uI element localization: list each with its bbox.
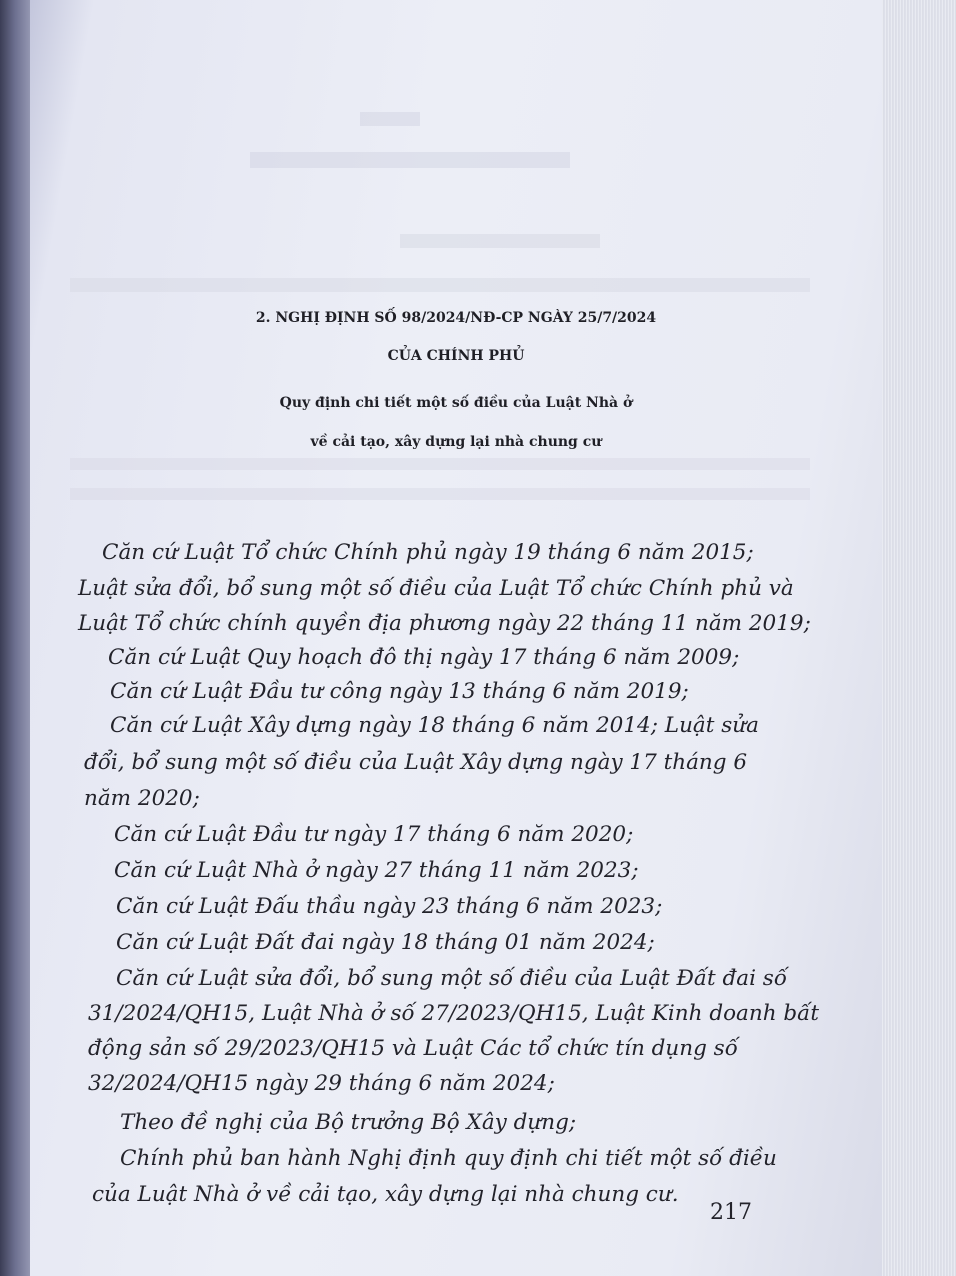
show-through-text (70, 278, 810, 292)
body-line: Theo đề nghị của Bộ trưởng Bộ Xây dựng; (120, 1110, 577, 1135)
body-line: 32/2024/QH15 ngày 29 tháng 6 năm 2024; (88, 1071, 555, 1096)
decree-subtitle-line-1: Quy định chi tiết một số điều của Luật Nhà ở (279, 395, 633, 411)
body-line: Căn cứ Luật Quy hoạch đô thị ngày 17 tháng 6 năm 2009; (108, 645, 740, 670)
show-through-text (400, 234, 600, 248)
body-line: Căn cứ Luật Tổ chức Chính phủ ngày 19 tháng 6 năm 2015; (102, 540, 754, 565)
body-line: Luật Tổ chức chính quyền địa phương ngày 22 tháng 11 năm 2019; (78, 611, 811, 636)
body-line: Căn cứ Luật Xây dựng ngày 18 tháng 6 năm 2014; Luật sửa (110, 713, 759, 738)
body-line: của Luật Nhà ở về cải tạo, xây dựng lại nhà chung cư. (92, 1182, 679, 1207)
book-page (30, 0, 882, 1276)
body-line: Luật sửa đổi, bổ sung một số điều của Luật Tổ chức Chính phủ và (78, 576, 794, 601)
body-line: 31/2024/QH15, Luật Nhà ở số 27/2023/QH15, Luật Kinh doanh bất (88, 1001, 819, 1026)
show-through-text (360, 112, 420, 126)
body-line: năm 2020; (84, 786, 200, 811)
show-through-text (250, 152, 570, 168)
body-line: Căn cứ Luật Đấu thầu ngày 23 tháng 6 năm 2023; (116, 894, 663, 919)
decree-subtitle-line-2: về cải tạo, xây dựng lại nhà chung cư (310, 434, 602, 450)
body-line: Chính phủ ban hành Nghị định quy định chi tiết một số điều (120, 1146, 777, 1171)
body-line: Căn cứ Luật Đầu tư ngày 17 tháng 6 năm 2020; (114, 822, 634, 847)
body-line: động sản số 29/2023/QH15 và Luật Các tổ chức tín dụng số (88, 1036, 738, 1061)
show-through-text (70, 458, 810, 470)
show-through-text (70, 488, 810, 500)
body-line: Căn cứ Luật sửa đổi, bổ sung một số điều của Luật Đất đai số (116, 966, 787, 991)
body-line: Căn cứ Luật Đầu tư công ngày 13 tháng 6 năm 2019; (110, 679, 689, 704)
body-line: đổi, bổ sung một số điều của Luật Xây dựng ngày 17 tháng 6 (84, 750, 748, 775)
page-number: 217 (710, 1200, 752, 1225)
body-line: Căn cứ Luật Nhà ở ngày 27 tháng 11 năm 2023; (114, 858, 639, 883)
decree-title-line-2: CỦA CHÍNH PHỦ (387, 348, 525, 364)
body-line: Căn cứ Luật Đất đai ngày 18 tháng 01 năm 2024; (116, 930, 655, 955)
decree-title-line-1: 2. NGHỊ ĐỊNH SỐ 98/2024/NĐ-CP NGÀY 25/7/2024 (255, 310, 657, 326)
